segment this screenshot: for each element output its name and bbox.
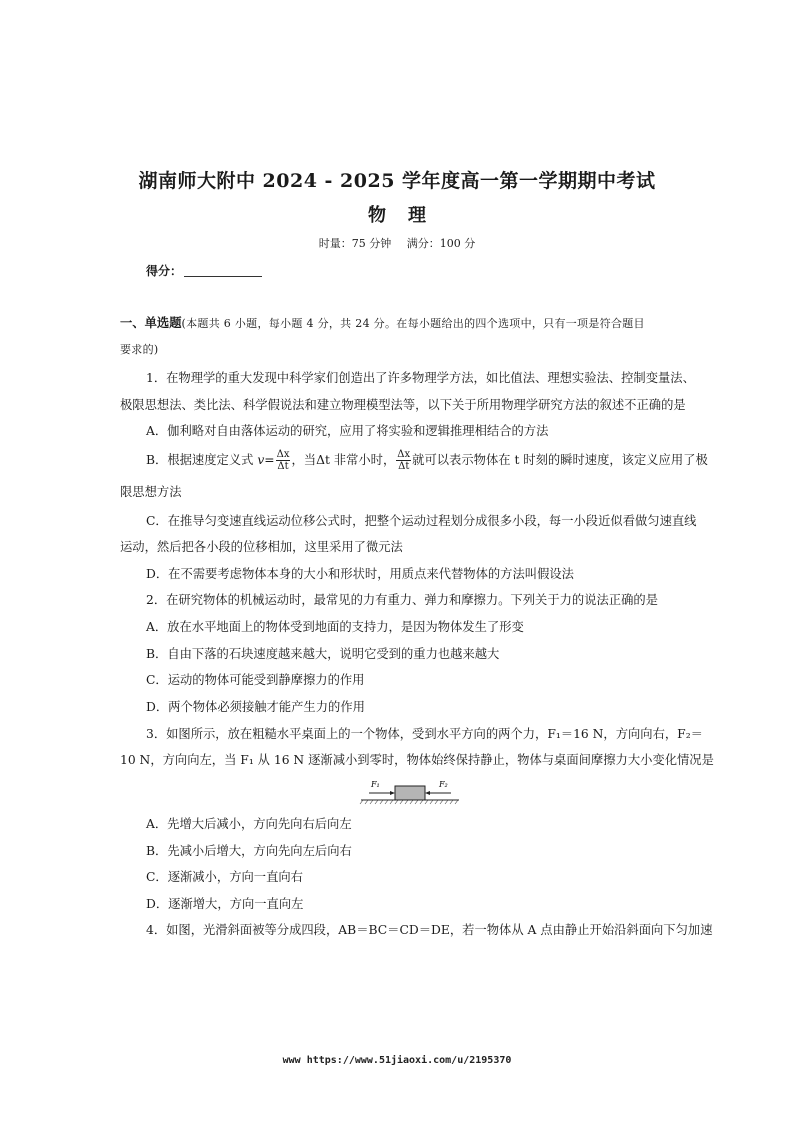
exam-title: 湖南师大附中 2024 - 2025 学年度高一第一学期期中考试 (138, 170, 656, 192)
score-blank (184, 276, 262, 277)
q1-option-b (146, 449, 708, 472)
q1-b-fraction-2 (396, 449, 411, 472)
q1-option-b-line2: 限思想方法 (120, 485, 182, 499)
section-note-line2: 要求的) (120, 343, 159, 356)
q1-option-c-line2: 运动，然后把各小段的位移相加，这里采用了微元法 (120, 540, 403, 554)
q1-stem-line2: 极限思想法、类比法、科学假说法和建立物理模型法等，以下关于所用物理学研究方法的叙述不正确的是 (120, 398, 686, 412)
q2-stem: 2．在研究物体的机械运动时，最常见的力有重力、弹力和摩擦力。下列关于力的说法正确的是 (146, 593, 658, 607)
f2-arrowhead (425, 791, 430, 795)
table-hatching (360, 800, 458, 804)
section-heading (120, 314, 680, 333)
q2-option-c: C．运动的物体可能受到静摩擦力的作用 (146, 673, 365, 687)
section-title: 一、单选题 (120, 315, 182, 330)
q1-b-post: 就可以表示物体在 t 时刻的瞬时速度，该定义应用了极 (412, 453, 708, 467)
q1-stem-line1: 1．在物理学的重大发现中科学家们创造出了许多物理学方法，如比值法、理想实验法、控制变量法、 (146, 371, 695, 385)
section-note: (本题共 6 小题，每小题 4 分，共 24 分。在每小题给出的四个选项中，只有一项是符合题目 (181, 317, 645, 330)
q3-option-a: A．先增大后减小，方向先向右后向左 (146, 817, 352, 831)
q1-b-mid: ，当Δt 非常小时， (291, 453, 396, 467)
q3-stem-line2: 10 N，方向向左，当 F₁ 从 16 N 逐渐减小到零时，物体始终保持静止，物体与桌面间摩擦力大小变化情况是 (120, 753, 714, 767)
footer-url[interactable]: www https://www.51jiaoxi.com/u/2195370 (282, 1055, 512, 1066)
score-label: 得分： (146, 264, 183, 278)
q1-b-v: v (257, 453, 265, 467)
q1-b-numerator-2: Δx (397, 449, 411, 460)
q1-b-pre: B．根据速度定义式 (146, 453, 258, 467)
time-limit: 时量：75 分钟 (318, 237, 392, 250)
q1-option-a: A．伽利略对自由落体运动的研究，应用了将实验和逻辑推理相结合的方法 (146, 424, 549, 438)
q1-b-denominator: Δt (277, 461, 289, 472)
q1-b-denominator-2: Δt (398, 461, 410, 472)
f2-label: F₂ (439, 780, 448, 789)
q2-option-b: B．自由下落的石块速度越来越大，说明它受到的重力也越来越大 (146, 647, 500, 661)
section-note-cont (120, 340, 680, 359)
q1-b-fraction (276, 449, 291, 472)
q2-option-a: A．放在水平地面上的物体受到地面的支持力，是因为物体发生了形变 (146, 620, 524, 634)
q1-b-eq: = (264, 453, 275, 467)
subject-title: 物理 (368, 205, 448, 226)
q1-option-c-line1: C．在推导匀变速直线运动位移公式时，把整个运动过程划分成很多小段，每一小段近似看做匀速直线 (146, 514, 697, 528)
q1-b-numerator: Δx (276, 449, 290, 460)
q1-option-d: D．在不需要考虑物体本身的大小和形状时，用质点来代替物体的方法叫假设法 (146, 567, 574, 581)
q2-option-d: D．两个物体必须接触才能产生力的作用 (146, 700, 365, 714)
exam-meta (0, 235, 794, 251)
q3-force-diagram (355, 776, 463, 806)
f1-label: F₁ (371, 780, 380, 789)
full-score: 满分：100 分 (406, 237, 476, 250)
q3-option-d: D．逐渐增大，方向一直向左 (146, 897, 304, 911)
q3-option-b: B．先减小后增大，方向先向左后向右 (146, 844, 352, 858)
q3-stem-line1: 3．如图所示，放在粗糙水平桌面上的一个物体，受到水平方向的两个力，F₁＝16 N，方向向右，F₂＝ (146, 727, 703, 741)
score-field (146, 262, 262, 279)
q4-stem-line1: 4．如图，光滑斜面被等分成四段，AB＝BC＝CD＝DE，若一物体从 A 点由静止开始沿斜面向下匀加速 (146, 923, 713, 937)
q3-option-c: C．逐渐减小，方向一直向右 (146, 870, 303, 884)
f1-arrowhead (390, 791, 395, 795)
block (395, 786, 425, 800)
